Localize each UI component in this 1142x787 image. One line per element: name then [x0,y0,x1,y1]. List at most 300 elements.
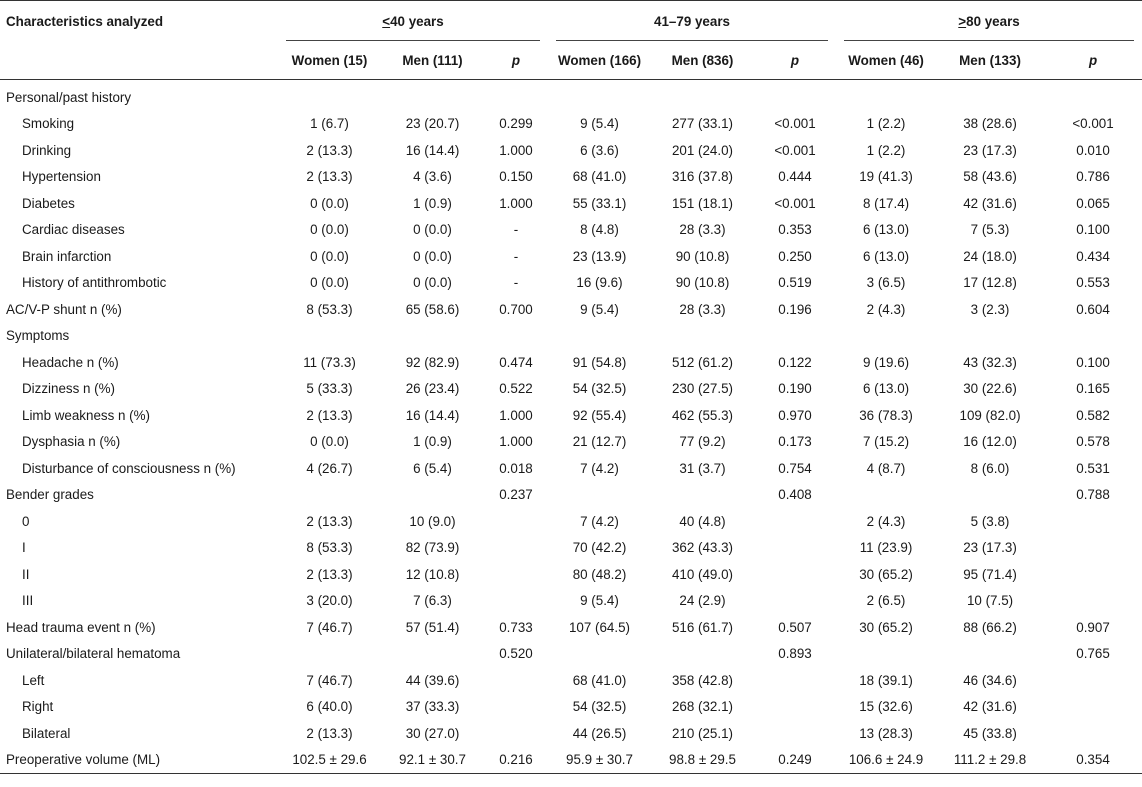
table-cell: 0.237 [499,487,533,503]
table-cell: <0.001 [774,142,816,158]
table-cell: 0 (0.0) [310,275,349,291]
table-cell: <0.001 [1072,116,1114,132]
table-cell: 210 (25.1) [671,725,734,741]
table-cell: 8 (6.0) [970,460,1010,476]
row-label: Headache n (%) [22,354,119,370]
table-cell: 37 (33.3) [405,699,460,715]
table-cell [651,641,754,668]
table-cell: 0 (0.0) [310,195,349,211]
table-cell: 42 (31.6) [963,699,1017,715]
table-cell: 91 (54.8) [572,354,627,370]
table-cell: 0.100 [1076,354,1110,370]
table-cell: 8 (53.3) [306,301,353,317]
table-cell: 1 (0.9) [413,195,452,211]
table-cell: 106.6 ± 24.9 [836,747,936,774]
table-cell: 1 (2.2) [866,142,906,158]
row-label: I [22,540,26,556]
table-row [0,80,1142,111]
table-cell: 36 (78.3) [859,407,913,423]
table-cell: - [513,248,519,264]
table-cell [836,482,936,509]
table-cell: 268 (32.1) [671,699,734,715]
table-cell: 9 (5.4) [580,593,619,609]
table-row [0,429,1142,456]
table-cell: 2 (13.3) [306,169,353,185]
table-cell: 3 (6.5) [866,275,906,291]
table-cell: 6 (40.0) [306,699,353,715]
table-cell [754,694,836,721]
table-cell: 7 (46.7) [306,619,353,635]
table-row [0,111,1142,138]
row-label: Personal/past history [6,89,132,105]
group-header-under-40 [278,1,548,42]
table-cell: 9 (19.6) [862,354,910,370]
table-cell: 0.604 [1076,301,1110,317]
table-cell: 4 (3.6) [413,169,452,185]
table-row [0,641,1142,668]
table-cell: 24 (18.0) [963,248,1017,264]
table-cell [754,508,836,535]
table-cell [1044,535,1142,562]
table-cell: 68 (41.0) [572,672,627,688]
table-cell: 0.765 [1076,646,1110,662]
table-row [0,164,1142,191]
row-label: 0 [22,513,30,529]
table-cell: 44 (39.6) [405,672,460,688]
row-label: Right [22,699,54,715]
row-label: Cardiac diseases [22,222,125,238]
table-cell: 2 (13.3) [306,407,353,423]
table-cell [754,80,836,111]
table-cell: 77 (9.2) [679,434,726,450]
table-cell: 92 (82.9) [405,354,460,370]
row-label: Diabetes [22,195,75,211]
table-cell [484,720,548,747]
table-cell: 23 (17.3) [963,540,1017,556]
row-label: AC/V-P shunt n (%) [6,301,122,317]
table-cell: 16 (9.6) [576,275,623,291]
table-cell: 88 (66.2) [963,619,1017,635]
table-cell: 38 (28.6) [963,116,1017,132]
row-label: Disturbance of consciousness n (%) [22,460,236,476]
table-cell: 82 (73.9) [405,540,460,556]
table-cell: 109 (82.0) [959,407,1021,423]
group-label: 40 years [390,13,444,29]
table-cell: 90 (10.8) [675,248,730,264]
table-cell: 1.000 [499,195,533,211]
table-cell [754,588,836,615]
table-cell: 24 (2.9) [679,593,726,609]
table-cell: 4 (26.7) [306,460,353,476]
row-label: Drinking [22,142,72,158]
table-row [0,190,1142,217]
table-cell: 92.1 ± 30.7 [381,747,484,774]
table-cell: 95 (71.4) [963,566,1017,582]
table-cell: 0 (0.0) [413,275,452,291]
table-cell: 0.444 [778,169,812,185]
table-cell [381,323,484,350]
row-label: History of antithrombotic [22,275,167,291]
table-cell [381,80,484,111]
row-label: II [22,566,30,582]
table-cell: 7 (4.2) [580,460,619,476]
row-label: III [22,593,34,609]
table-row [0,614,1142,641]
table-row [0,243,1142,270]
table-cell: 0.434 [1076,248,1110,264]
table-cell [381,641,484,668]
table-cell: 2 (4.3) [866,301,906,317]
row-label: Hypertension [22,169,101,185]
table-cell: 31 (3.7) [679,460,726,476]
header-row-subheads [0,41,1142,80]
table-cell: 2 (13.3) [306,142,353,158]
table-cell: 70 (42.2) [572,540,627,556]
table-cell: 358 (42.8) [671,672,734,688]
table-cell: 17 (12.8) [963,275,1017,291]
subhead-women: Women (15) [278,41,381,80]
table-cell: 15 (32.6) [859,699,913,715]
group-prefix: > [958,13,967,29]
table-cell: 0.788 [1076,487,1110,503]
table-cell: 1.000 [499,142,533,158]
subhead-men: Men (836) [651,41,754,80]
table-cell: 7 (4.2) [580,513,619,529]
table-cell [278,482,381,509]
table-cell: 1 (0.9) [413,434,452,450]
table-cell: 0.507 [778,619,812,635]
table-cell: 107 (64.5) [568,619,631,635]
table-row [0,694,1142,721]
table-cell: 362 (43.3) [671,540,734,556]
table-cell: 0.190 [778,381,812,397]
table-cell: 2 (13.3) [306,566,353,582]
subhead-empty [0,41,278,80]
table-cell: 0.970 [778,407,812,423]
table-cell: - [513,275,519,291]
table-cell: 23 (17.3) [963,142,1017,158]
group-header-over-80 [836,1,1142,42]
table-cell: 0.100 [1076,222,1110,238]
table-cell: 10 (7.5) [966,593,1014,609]
table-cell: 0 (0.0) [413,248,452,264]
table-cell: 0 (0.0) [310,248,349,264]
table-cell [381,482,484,509]
table-cell [936,482,1044,509]
table-cell: 11 (73.3) [303,354,356,370]
table-cell [548,80,651,111]
row-label: Dysphasia n (%) [22,434,121,450]
table-cell [278,323,381,350]
table-cell [754,323,836,350]
table-cell [836,641,936,668]
table-cell: 0.520 [499,646,533,662]
table-cell: 90 (10.8) [675,275,730,291]
table-cell: 4 (8.7) [866,460,906,476]
table-cell: 0.196 [778,301,812,317]
table-cell: 6 (5.4) [413,460,452,476]
table-cell: 7 (15.2) [862,434,910,450]
table-cell [548,323,651,350]
table-cell: 0.354 [1044,747,1142,774]
table-cell: 0.700 [499,301,533,317]
table-cell: 151 (18.1) [671,195,734,211]
row-label: Head trauma event n (%) [6,619,156,635]
table-cell [278,641,381,668]
table-cell: 23 (13.9) [572,248,627,264]
subhead-p: p [1044,41,1142,80]
table-cell: 462 (55.3) [671,407,734,423]
table-cell: 5 (3.8) [970,513,1010,529]
table-row [0,508,1142,535]
table-cell: 55 (33.1) [572,195,627,211]
table-cell: 0.893 [778,646,812,662]
table-cell [484,694,548,721]
table-cell: 16 (14.4) [405,142,460,158]
table-cell: 2 (13.3) [306,725,353,741]
subhead-p: p [484,41,548,80]
table-cell: 111.2 ± 29.8 [936,747,1044,774]
table-cell: 54 (32.5) [572,381,627,397]
table-row [0,455,1142,482]
table-cell: 0.299 [499,116,533,132]
table-cell: 9 (5.4) [580,301,619,317]
header-row-groups [0,1,1142,42]
table-cell [1044,588,1142,615]
table-cell: 0.122 [778,354,812,370]
table-cell: - [513,222,519,238]
table-cell: 7 (5.3) [970,222,1010,238]
table-cell: 11 (23.9) [859,540,913,556]
table-cell: 28 (3.3) [679,222,726,238]
table-body [0,80,1142,774]
table-cell: 102.5 ± 29.6 [278,747,381,774]
table-cell: 0.733 [499,619,533,635]
table-cell: 0 (0.0) [413,222,452,238]
table-cell [484,323,548,350]
table-cell [651,323,754,350]
table-cell [1044,720,1142,747]
table-cell: 1 (2.2) [866,116,906,132]
table-cell: 95.9 ± 30.7 [548,747,651,774]
table-cell: 0.173 [778,434,812,450]
table-cell: 6 (13.0) [862,248,910,264]
table-cell: 65 (58.6) [405,301,460,317]
table-cell: 0.018 [499,460,533,476]
table-cell: 8 (4.8) [580,222,619,238]
table-cell: 9 (5.4) [580,116,619,132]
table-cell: 2 (4.3) [866,513,906,529]
table-cell: 30 (27.0) [405,725,460,741]
table-row [0,535,1142,562]
table-cell: 1.000 [499,434,533,450]
subhead-women: Women (166) [548,41,651,80]
table-cell: 2 (6.5) [866,593,906,609]
table-cell: 57 (51.4) [405,619,460,635]
table-cell: 7 (46.7) [306,672,353,688]
table-cell: 19 (41.3) [859,169,913,185]
table-row [0,270,1142,297]
table-cell: 0.010 [1076,142,1110,158]
table-cell: 18 (39.1) [859,672,913,688]
row-label: Unilateral/bilateral hematoma [6,646,181,662]
group-prefix: < [382,13,391,29]
row-label: Limb weakness n (%) [22,407,151,423]
table-cell: 1 (6.7) [310,116,349,132]
table-cell: 0.754 [778,460,812,476]
table-cell [651,80,754,111]
table-cell: 30 (65.2) [859,566,913,582]
table-cell: 21 (12.7) [572,434,627,450]
table-cell: 512 (61.2) [671,354,734,370]
table-cell: 316 (37.8) [671,169,734,185]
table-cell [1044,80,1142,111]
table-cell [936,323,1044,350]
group-underline [844,40,1134,41]
table-cell: 230 (27.5) [671,381,734,397]
table-row [0,667,1142,694]
table-cell [836,323,936,350]
table-cell: 0.519 [778,275,812,291]
row-label: Bender grades [6,487,94,503]
row-label: Brain infarction [22,248,112,264]
table-cell: 516 (61.7) [671,619,734,635]
table-cell: 8 (17.4) [862,195,910,211]
table-cell: 0.786 [1076,169,1110,185]
table-cell: 16 (14.4) [405,407,460,423]
table-cell: 68 (41.0) [572,169,627,185]
table-cell: 5 (33.3) [306,381,353,397]
table-cell [1044,561,1142,588]
table-cell: 13 (28.3) [859,725,913,741]
table-cell: 0.531 [1076,460,1110,476]
table-row [0,402,1142,429]
table-cell: 0 (0.0) [310,222,349,238]
table-cell [484,535,548,562]
table-cell: 23 (20.7) [405,116,460,132]
table-row [0,323,1142,350]
subhead-women: Women (46) [836,41,936,80]
table-row [0,296,1142,323]
table-cell: 6 (13.0) [862,381,910,397]
table-cell [484,561,548,588]
row-label: Smoking [22,116,75,132]
table-cell: 0.522 [499,381,533,397]
table-row [0,720,1142,747]
group-label: 41–79 years [654,13,730,29]
row-label: Symptoms [6,328,70,344]
table-cell: 45 (33.8) [963,725,1017,741]
table-cell: 12 (10.8) [405,566,460,582]
table-cell [548,641,651,668]
subhead-men: Men (111) [381,41,484,80]
table-cell: 0 (0.0) [310,434,349,450]
table-cell: <0.001 [774,195,816,211]
table-cell [754,667,836,694]
table-cell [651,482,754,509]
table-cell: 277 (33.1) [671,116,734,132]
table-cell: 0.474 [499,354,533,370]
table-cell: 0.553 [1076,275,1110,291]
table-row [0,376,1142,403]
table-cell: 54 (32.5) [572,699,627,715]
subhead-p: p [754,41,836,80]
table-cell: 58 (43.6) [963,169,1017,185]
table-cell [936,641,1044,668]
table-cell: 1.000 [499,407,533,423]
table-cell: 42 (31.6) [963,195,1017,211]
table-cell [836,80,936,111]
table-cell: 3 (2.3) [970,301,1010,317]
table-row [0,482,1142,509]
group-underline [286,40,540,41]
table-row [0,349,1142,376]
table-cell: 410 (49.0) [671,566,734,582]
table-cell [278,80,381,111]
group-underline [556,40,828,41]
table-cell [484,80,548,111]
table-cell: 7 (6.3) [413,593,452,609]
row-label: Bilateral [22,725,71,741]
table-cell: 10 (9.0) [409,513,456,529]
table-cell: 0.353 [778,222,812,238]
group-label: 80 years [966,13,1020,29]
table-cell [484,667,548,694]
table-cell [1044,508,1142,535]
table-cell: 0.578 [1076,434,1110,450]
table-cell: 40 (4.8) [679,513,726,529]
table-cell: 0.065 [1076,195,1110,211]
table-cell: 46 (34.6) [963,672,1017,688]
table-row [0,217,1142,244]
table-cell: 0.582 [1076,407,1110,423]
table-cell: 6 (3.6) [580,142,619,158]
table-cell: 92 (55.4) [572,407,627,423]
table-cell [936,80,1044,111]
table-cell: 6 (13.0) [862,222,910,238]
table-cell: 16 (12.0) [963,434,1017,450]
table-cell: 98.8 ± 29.5 [651,747,754,774]
table-cell: 0.249 [754,747,836,774]
table-cell [1044,667,1142,694]
table-cell: 0.165 [1076,381,1110,397]
table-cell [754,720,836,747]
table-cell: 30 (22.6) [963,381,1017,397]
table-row [0,747,1142,774]
table-cell [548,482,651,509]
table-cell [484,508,548,535]
table-cell: 8 (53.3) [306,540,353,556]
table-row [0,588,1142,615]
group-header-41-79 [548,1,836,42]
table-cell: 26 (23.4) [405,381,460,397]
table-cell: 3 (20.0) [306,593,353,609]
row-label: Dizziness n (%) [22,381,116,397]
subhead-men: Men (133) [936,41,1044,80]
label-column-header: Characteristics analyzed [0,1,278,42]
table-cell [754,535,836,562]
table-cell: 44 (26.5) [572,725,627,741]
table-cell: 0.907 [1076,619,1110,635]
table-cell: 201 (24.0) [671,142,734,158]
table-cell: 0.150 [499,169,533,185]
table-cell: 0.408 [778,487,812,503]
table-row [0,137,1142,164]
table-cell: 2 (13.3) [306,513,353,529]
table-cell: 30 (65.2) [859,619,913,635]
table-cell: <0.001 [774,116,816,132]
table-cell: 0.250 [778,248,812,264]
